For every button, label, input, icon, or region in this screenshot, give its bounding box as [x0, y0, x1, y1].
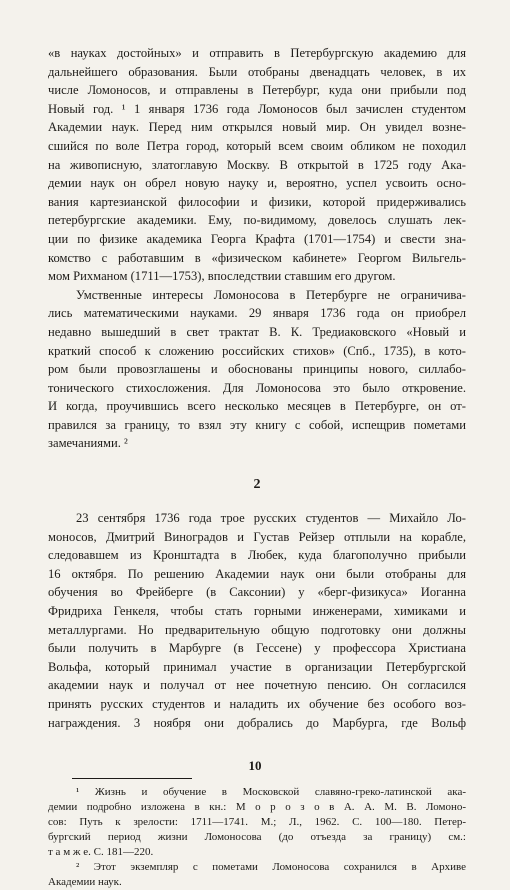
footnote-line: демии подробно изложена в кн.: М о р о з о в А. А. М. В. Ломоно-: [48, 801, 466, 814]
text-line: краткий способ к сложению российских стихов» (Спб., 1735), в кото-: [48, 343, 466, 358]
text-line: 16 октября. По решению Академии наук они были отобраны для: [48, 566, 466, 581]
text-line: И когда, проучившись всего несколько месяцев в Петербурге, он от-: [48, 399, 466, 414]
text-line: обучения во Фрейберге (в Саксонии) у «берг-физикуса» Иоганна: [48, 585, 466, 600]
section-number: 2: [253, 477, 261, 493]
text-line: 23 сентября 1736 года трое русских студентов — Михайло Ло-: [76, 511, 466, 526]
text-line: ром были провозглашены и обоснованы принципы нового, силлабо-: [48, 362, 466, 377]
text-line: дальнейшего образования. Были отобраны двенадцать человек, в их: [48, 64, 466, 79]
text-line: числе Ломоносов, и отправлены в Петербург, куда они прибыли под: [48, 83, 466, 98]
text-line: сшийся по воле Петра город, который всем своим обликом не походил: [48, 138, 466, 153]
paragraph-3: [48, 509, 466, 732]
text-line: вания картезианской философии и физики, которой придерживались: [48, 194, 466, 209]
text-line: демии наук он обрел новую науку и, вероятно, успел усвоить осно-: [48, 176, 466, 191]
footnote-line: т а м ж е. С. 181—220.: [48, 846, 154, 859]
text-line: «в науках достойных» и отправить в Петербургскую академию для: [48, 46, 466, 60]
footnote-divider: [72, 778, 192, 779]
text-line: замечаниями. ²: [48, 436, 128, 451]
footnote-line: ¹ Жизнь и обучение в Московской славяно-греко-латинской ака-: [76, 786, 466, 799]
text-line: Умственные интересы Ломоносова в Петербурге не ограничива-: [76, 287, 466, 302]
text-line: Фридриха Генкеля, чтобы стать горными инженерами, химиками и: [48, 604, 466, 619]
text-line: тонического стихосложения. Для Ломоносова это было откровение.: [48, 380, 466, 395]
footnote-line: ² Этот экземпляр с пометами Ломоносова сохранился в Архиве: [76, 861, 466, 874]
footnote-line: Академии наук.: [48, 876, 122, 889]
text-line: моносов, Дмитрий Виноградов и Густав Рейзер отплыли на корабле,: [48, 529, 466, 544]
text-line: Новый год. ¹ 1 января 1736 года Ломоносов был зачислен студентом: [48, 101, 466, 116]
text-line: металлургами. Но предварительную общую подготовку они должны: [48, 622, 466, 637]
text-line: правился за границу, то взял эту книгу с собой, испещрив пометами: [48, 417, 466, 432]
text-line: Вольфа, который принимал участие в организации Петербургской: [48, 659, 466, 674]
text-line: ции по физике академика Георга Крафта (1701—1754) и свести зна-: [48, 231, 466, 246]
text-line: были получить в Марбурге (в Гессене) у профессора Христиана: [48, 641, 466, 656]
text-line: петербургские академики. Ему, по-видимому, довелось слушать лек-: [48, 213, 466, 228]
text-line: недавно вышедший в свет трактат В. К. Тредиаковского «Новый и: [48, 324, 466, 339]
text-line: награждения. 3 ноября они добрались до Марбурга, где Вольф: [48, 715, 466, 730]
footnote-1: [48, 785, 466, 860]
paragraph-1: [48, 44, 466, 286]
footnote-line: бургский период жизни Ломоносова (до отъезда за границу) см.:: [48, 831, 466, 844]
text-line: принять русских студентов и наладить их обучение без особого воз-: [48, 697, 466, 711]
paragraph-2: [48, 286, 466, 453]
footnote-line: сов: Путь к зрелости: 1711—1741. М.; Л., 1962. С. 100—180. Петер-: [48, 816, 466, 829]
text-line: Академии наук. Перед ним открылся новый мир. Он увидел возне-: [48, 120, 466, 135]
text-line: комство с работавшим в «физическом кабинете» Георгом Вильгель-: [48, 250, 466, 265]
text-line: на живописную, златоглавую Москву. В открытой в 1725 году Ака-: [48, 157, 466, 172]
text-line: лись математическими науками. 29 января 1736 года он приобрел: [48, 306, 466, 321]
page-number: 10: [248, 758, 262, 773]
footnote-2: [48, 860, 466, 890]
text-line: мом Рихманом (1711—1753), впоследствии ставшим его другом.: [48, 269, 396, 284]
text-line: следовавшем из Кронштадта в Любек, куда благополучно прибыли: [48, 548, 466, 563]
text-line: академии наук и получал от нее почетную пенсию. Он согласился: [48, 678, 466, 693]
